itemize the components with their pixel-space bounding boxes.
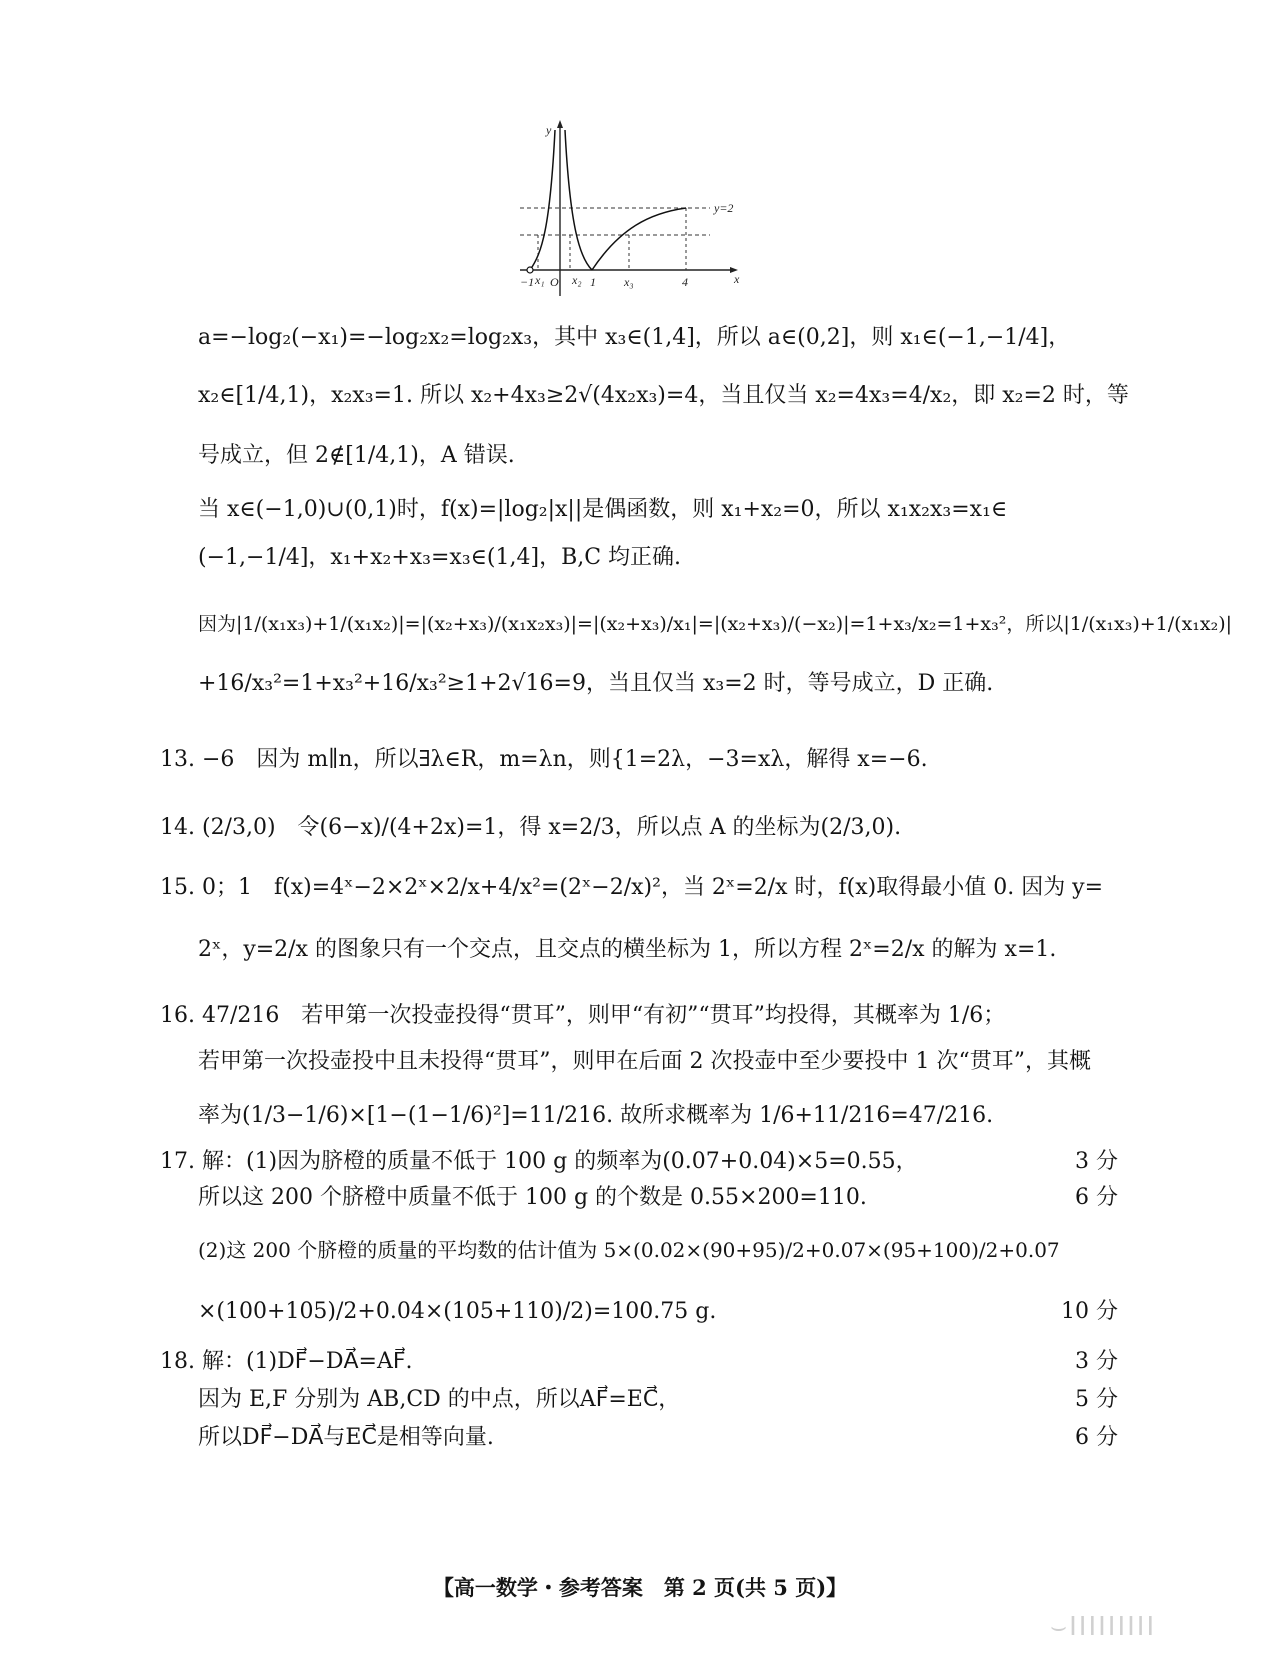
line-7: +16/x₃²=1+x₃²+16/x₃²≥1+2√16=9，当且仅当 x₃=2 时，等号成立，D 正确. bbox=[198, 671, 994, 696]
tick-origin: O bbox=[550, 275, 559, 289]
score-row-18-1 bbox=[160, 1346, 1118, 1378]
line-14: 14. (2/3,0) 令(6−x)/(4+2x)=1，得 x=2/3，所以点 A 的坐标为(2/3,0). bbox=[160, 815, 902, 840]
score-row-17-1 bbox=[160, 1146, 1118, 1178]
line-16a: 16. 47/216 若甲第一次投壶投得“贯耳”，则甲“有初”“贯耳”均投得，其概率为 1/6； bbox=[160, 1003, 1006, 1028]
score-value: 3 分 bbox=[1075, 1149, 1118, 1174]
score-row-17-4 bbox=[198, 1296, 1118, 1328]
line-4: 当 x∈(−1,0)∪(0,1)时，f(x)=|log₂|x||是偶函数，则 x₁+x₂=0，所以 x₁x₂x₃=x₁∈ bbox=[198, 497, 1008, 522]
score-row-17-2 bbox=[198, 1182, 1118, 1214]
score-value: 6 分 bbox=[1075, 1185, 1118, 1210]
y-axis-label: y bbox=[546, 123, 552, 137]
line-13: 13. −6 因为 m∥n，所以∃λ∈R，m=λn，则{1=2λ，−3=xλ，解得 x=−6. bbox=[160, 747, 928, 772]
line-5: (−1,−1/4]，x₁+x₂+x₃=x₃∈(1,4]，B,C 均正确. bbox=[198, 545, 682, 570]
score-text: 因为 E,F 分别为 AB,CD 的中点，所以AF⃗=EC⃗， bbox=[198, 1387, 681, 1412]
y-axis-arrow-icon bbox=[557, 120, 563, 128]
tick-x3: x₃ bbox=[624, 275, 634, 289]
line-15a: 15. 0；1 f(x)=4ˣ−2×2ˣ×2/x+4/x²=(2ˣ−2/x)²，当 2ˣ=2/x 时，f(x)取得最小值 0. 因为 y= bbox=[160, 875, 1104, 900]
tick-neg1: −1 bbox=[520, 275, 535, 289]
score-row-18-3 bbox=[198, 1422, 1118, 1454]
score-text: ×(100+105)/2+0.04×(105+110)/2)=100.75 g. bbox=[198, 1299, 717, 1324]
score-row-18-2 bbox=[198, 1384, 1118, 1416]
curve-left bbox=[530, 130, 555, 270]
score-row-17-3 bbox=[198, 1234, 1118, 1266]
graph-svg bbox=[520, 118, 780, 314]
line-3: 号成立，但 2∉[1/4,1)，A 错误. bbox=[198, 443, 515, 468]
score-value: 5 分 bbox=[1075, 1387, 1118, 1412]
score-text: 17. 解：(1)因为脐橙的质量不低于 100 g 的频率为(0.07+0.04)×5=0.55， bbox=[160, 1149, 918, 1174]
watermark: ⌣IIIIIIIII bbox=[1050, 1612, 1157, 1642]
score-value: 6 分 bbox=[1075, 1425, 1118, 1450]
score-value: 10 分 bbox=[1061, 1299, 1118, 1324]
x-axis-label: x bbox=[734, 272, 740, 286]
y2-label: y=2 bbox=[714, 201, 734, 215]
line-16c: 率为(1/3−1/6)×[1−(1−1/6)²]=11/216. 故所求概率为 1/6+11/216=47/216. bbox=[198, 1103, 994, 1128]
score-text: 18. 解：(1)DF⃗−DA⃗=AF⃗. bbox=[160, 1349, 413, 1374]
score-value: 3 分 bbox=[1075, 1349, 1118, 1374]
line-16b: 若甲第一次投壶投中且未投得“贯耳”，则甲在后面 2 次投壶中至少要投中 1 次“贯耳”，其概 bbox=[198, 1049, 1091, 1074]
tick-four: 4 bbox=[682, 275, 688, 289]
tick-x1: x₁ bbox=[535, 273, 545, 287]
line-1: a=−log₂(−x₁)=−log₂x₂=log₂x₃，其中 x₃∈(1,4]，所以 a∈(0,2]，则 x₁∈(−1,−1/4]， bbox=[198, 325, 1071, 350]
line-6: 因为|1/(x₁x₃)+1/(x₁x₂)|=|(x₂+x₃)/(x₁x₂x₃)|=|(x₂+x₃)/x₁|=|(x₂+x₃)/(−x₂)|=1+x₃/x₂=1+x₃²，所以|1/(x₁x₃)+1/(x₁x₂)| bbox=[198, 613, 1233, 635]
score-text: 所以DF⃗−DA⃗与EC⃗是相等向量. bbox=[198, 1425, 494, 1450]
tick-one: 1 bbox=[590, 275, 596, 289]
curve-right bbox=[592, 208, 686, 270]
page-footer: 【高一数学・参考答案 第 2 页(共 5 页)】 bbox=[432, 1575, 848, 1600]
function-graph bbox=[520, 118, 780, 314]
line-15b: 2ˣ，y=2/x 的图象只有一个交点，且交点的横坐标为 1，所以方程 2ˣ=2/x 的解为 x=1. bbox=[198, 937, 1057, 962]
tick-x2: x₂ bbox=[572, 273, 582, 287]
open-point bbox=[527, 267, 533, 273]
curve-middle bbox=[565, 130, 592, 270]
line-2: x₂∈[1/4,1)，x₂x₃=1. 所以 x₂+4x₃≥2√(4x₂x₃)=4，当且仅当 x₂=4x₃=4/x₂，即 x₂=2 时，等 bbox=[198, 383, 1129, 408]
score-text: 所以这 200 个脐橙中质量不低于 100 g 的个数是 0.55×200=110. bbox=[198, 1185, 867, 1210]
score-text: (2)这 200 个脐橙的质量的平均数的估计值为 5×(0.02×(90+95)/2+0.07×(95+100)/2+0.07 bbox=[198, 1238, 1060, 1262]
